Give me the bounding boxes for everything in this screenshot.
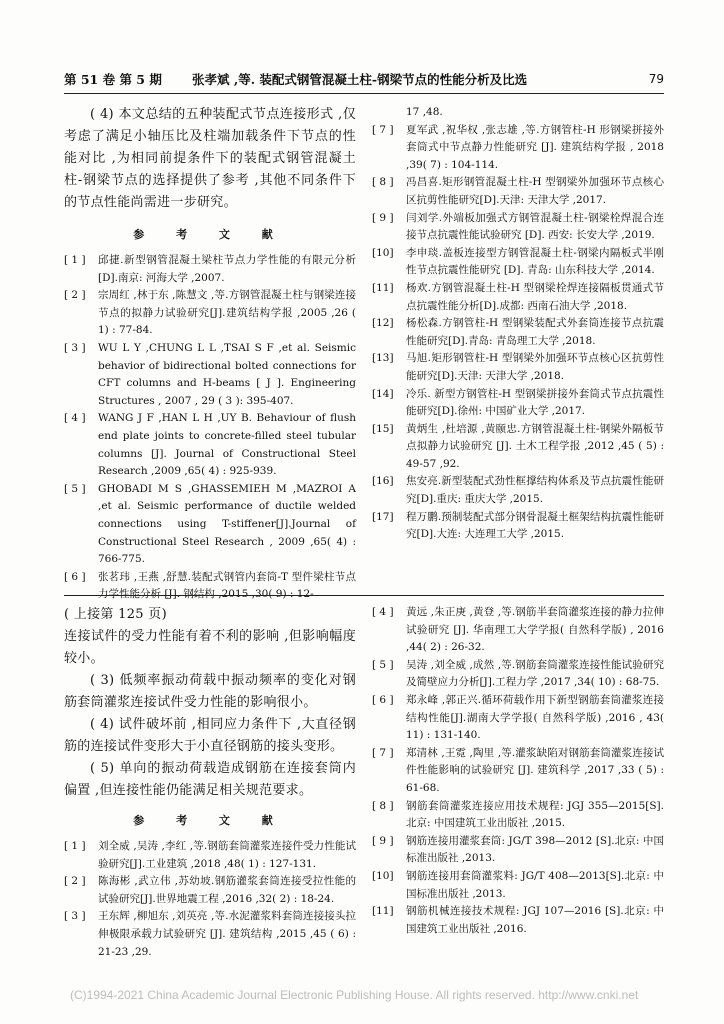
body-paragraph: 连接试件的受力性能有着不利的影响 ,但影响幅度较小。 bbox=[64, 629, 356, 666]
reference-list bbox=[64, 252, 356, 604]
top-left-column bbox=[64, 104, 356, 604]
header-rule bbox=[64, 93, 664, 94]
running-title: 张孝斌 ,等. 装配式钢管混凝土柱-钢梁节点的性能分析及比选 bbox=[192, 72, 528, 87]
continuation-note: ( 上接第 125 页) bbox=[64, 607, 167, 622]
page-number: 79 bbox=[648, 72, 664, 86]
references-heading: 参 考 文 献 bbox=[133, 814, 287, 827]
reference-item: [ 2 ] 宗周红 ,林于东 ,陈慧文 ,等.方钢管混凝土柱与钢梁连接节点的拟静力试验研究[J].建筑结构学报 ,2005 ,26 ( 1) : 77-84. bbox=[64, 289, 356, 337]
reference-item: [ 8 ] 钢筋套筒灌浆连接应用技术规程: JGJ 355—2015[S]. 北京: 中国建筑工业出版社 ,2015. bbox=[372, 799, 664, 830]
reference-item: [ 1 ] 刘全威 ,吴涛 ,李红 ,等.钢筋套筒灌浆连接件受力性能试验研究[J].工业建筑 ,2018 ,48( 1) : 127-131. bbox=[64, 840, 356, 870]
reference-item: [ 4 ] 黄远 ,朱正庚 ,黄登 ,等.钢筋半套筒灌浆连接的静力拉伸试验研究 [J]. 华南理工大学学报( 自然科学版) , 2016 ,44( 2) : 26-32. bbox=[372, 606, 664, 654]
reference-item: [10] 李申琰.盖板连接型方钢管混凝土柱-钢梁内隔板式半刚性节点抗震性能研究 [D]. 青岛: 山东科技大学 ,2014. bbox=[372, 246, 664, 277]
reference-item: [ 3 ] WU L Y ,CHUNG L L ,TSAI S F ,et al. Seismic behavior of bidirectional bolted connections for CFT columns and H-beams [ J ]. Engineering Structures , 2007 , 29 ( 3 ): 395-407. bbox=[64, 341, 356, 407]
copyright-watermark: (C)1994-2021 China Academic Journal Electronic Publishing House. All rights reserved. http://www.cnki.net bbox=[70, 988, 639, 1002]
conclusion-paragraph: ( 4) 本文总结的五种装配式节点连接形式 ,仅考虑了满足小轴压比及柱端加载条件下节点的性能对比 ,为相同前提条件下的装配式钢管混凝土柱-钢梁节点的选择提供了参考 ,其他不同条件下的节点性能尚需进一步研究。 bbox=[64, 107, 356, 210]
reference-item: [ 2 ] 陈海彬 ,武立伟 ,苏幼坡.钢筋灌浆套筒连接受拉性能的试验研究[J].世界地震工程 ,2016 ,32( 2) : 18-24. bbox=[64, 875, 356, 905]
reference-item: [ 9 ] 钢筋连接用灌浆套筒: JG/T 398—2012 [S].北京: 中国标准出版社 ,2013. bbox=[372, 834, 664, 865]
top-right-column bbox=[372, 104, 664, 544]
reference-item: [ 7 ] 郑清林 ,王霓 ,陶里 ,等.灌浆缺陷对钢筋套筒灌浆连接试件性能影响的试验研究 [J]. 建筑科学 ,2017 ,33 ( 5) : 61-68. bbox=[372, 746, 664, 794]
bottom-left-column bbox=[64, 604, 356, 961]
reference-item: [11] 杨欢.方钢管混凝土柱-H 型钢梁栓焊连接隔板贯通式节点抗震性能分析[D].成都: 西南石油大学 ,2018. bbox=[372, 281, 664, 312]
reference-item: [ 3 ] 王东辉 ,柳旭东 ,刘英亮 ,等.水泥灌浆料套筒连接接头拉伸极限承载力试验研究 [J]. 建筑结构 ,2015 ,45 ( 6) : 21-23 ,29. bbox=[64, 910, 356, 958]
reference-item: [ 4 ] WANG J F ,HAN L H ,UY B. Behaviour of flush end plate joints to concrete-filled steel tubular columns [J]. Journal of Constructional Steel Research ,2009 ,65( 4) : 925-939. bbox=[64, 412, 356, 478]
reference-item: [ 6 ] 张茗玮 ,王燕 ,舒慧.装配式钢管内套筒-T 型件梁柱节点力学性能分析 [J]. 钢结构 ,2015 ,30( 9) : 12- bbox=[64, 570, 356, 601]
body-paragraph: ( 3) 低频率振动荷载中振动频率的变化对钢筋套筒灌浆连接试件受力性能的影响很小。 bbox=[64, 673, 356, 710]
reference-item: [15] 黄炳生 ,杜培源 ,黄颐忠.方钢管混凝土柱-钢梁外隔板节点拟静力试验研究 [J]. 土木工程学报 ,2012 ,45 ( 5) : 49-57 ,92. bbox=[372, 422, 664, 470]
section-divider bbox=[64, 595, 664, 596]
reference-item: [ 6 ] 郑永峰 ,郭正兴.循环荷载作用下新型钢筋套筒灌浆连接结构性能[J].湖南大学学报( 自然科学版) ,2016 , 43( 11) : 131-140. bbox=[372, 693, 664, 742]
reference-item: [ 7 ] 夏军武 ,祝华权 ,张志雄 ,等.方钢管柱-H 形钢梁拼接外套筒式中节点静力性能研究 [J]. 建筑结构学报 , 2018 ,39( 7) : 104-114. bbox=[372, 123, 664, 171]
reference-item: [ 8 ] 冯昌喜.矩形钢管混凝土柱-H 型钢梁外加强环节点核心区抗剪性能研究[D].天津: 天津大学 ,2017. bbox=[372, 176, 664, 206]
reference-item: [14] 冷乐. 新型方钢管柱-H 型钢梁拼接外套筒式节点抗震性能研究[D].徐州: 中国矿业大学 ,2017. bbox=[372, 387, 664, 418]
reference-item: [16] 焦安亮.新型装配式劲性框撑结构体系及节点抗震性能研究[D].重庆: 重庆大学 ,2015. bbox=[372, 475, 664, 506]
reference-item: [ 5 ] GHOBADI M S ,GHASSEMIEH M ,MAZROI A ,et al. Seismic performance of ductile welded connections using T-stiffener[J].Journal of Constructional Steel Research , 2009 ,65( 4) : 766-775. bbox=[64, 482, 356, 566]
journal-issue: 第 51 卷 第 5 期 bbox=[64, 72, 162, 87]
reference-item: [17] 程万鹏.预制装配式部分钢骨混凝土框架结构抗震性能研究[D].大连: 大连理工大学 ,2015. bbox=[372, 510, 664, 541]
bottom-right-column bbox=[372, 604, 664, 938]
reference-item: [12] 杨松森.方钢管柱-H 型钢梁装配式外套筒连接节点抗震性能研究[D].青岛: 青岛理工大学 ,2018. bbox=[372, 317, 664, 347]
reference-item: [11] 钢筋机械连接技术规程: JGJ 107—2016 [S].北京: 中国建筑工业出版社 ,2016. bbox=[372, 905, 664, 935]
page-header bbox=[64, 70, 664, 88]
reference-item: [ 9 ] 闫刘学.外端板加强式方钢管混凝土柱-钢梁栓焊混合连接节点抗震性能试验研究 [D]. 西安: 长安大学 ,2019. bbox=[372, 211, 664, 242]
body-paragraph: ( 4) 试件破坏前 ,相同应力条件下 ,大直径钢筋的连接试件变形大于小直径钢筋的接头变形。 bbox=[64, 717, 356, 754]
body-paragraph: ( 5) 单向的振动荷载造成钢筋在连接套筒内偏置 ,但连接性能仍能满足相关规范要求。 bbox=[64, 761, 356, 798]
references-heading: 参 考 文 献 bbox=[133, 228, 287, 241]
reference-item: [ 1 ] 邱捷.新型钢管混凝土梁柱节点力学性能的有限元分析[D].南京: 河海大学 ,2007. bbox=[64, 254, 356, 284]
reference-item: [10] 钢筋连接用套筒灌浆料: JG/T 408—2013[S].北京: 中国标准出版社 ,2013. bbox=[372, 869, 664, 900]
reference-item: [ 5 ] 吴涛 ,刘全威 ,成然 ,等.钢筋套筒灌浆连接性能试验研究及简壁应力分析[J].工程力学 ,2017 ,34( 10) : 68-75. bbox=[372, 658, 664, 689]
reference-item: [13] 马旭.矩形钢管柱-H 型钢梁外加强环节点核心区抗剪性能研究[D].天津: 天津大学 ,2018. bbox=[372, 352, 664, 382]
reference-continuation: 17 ,48. bbox=[406, 106, 443, 118]
